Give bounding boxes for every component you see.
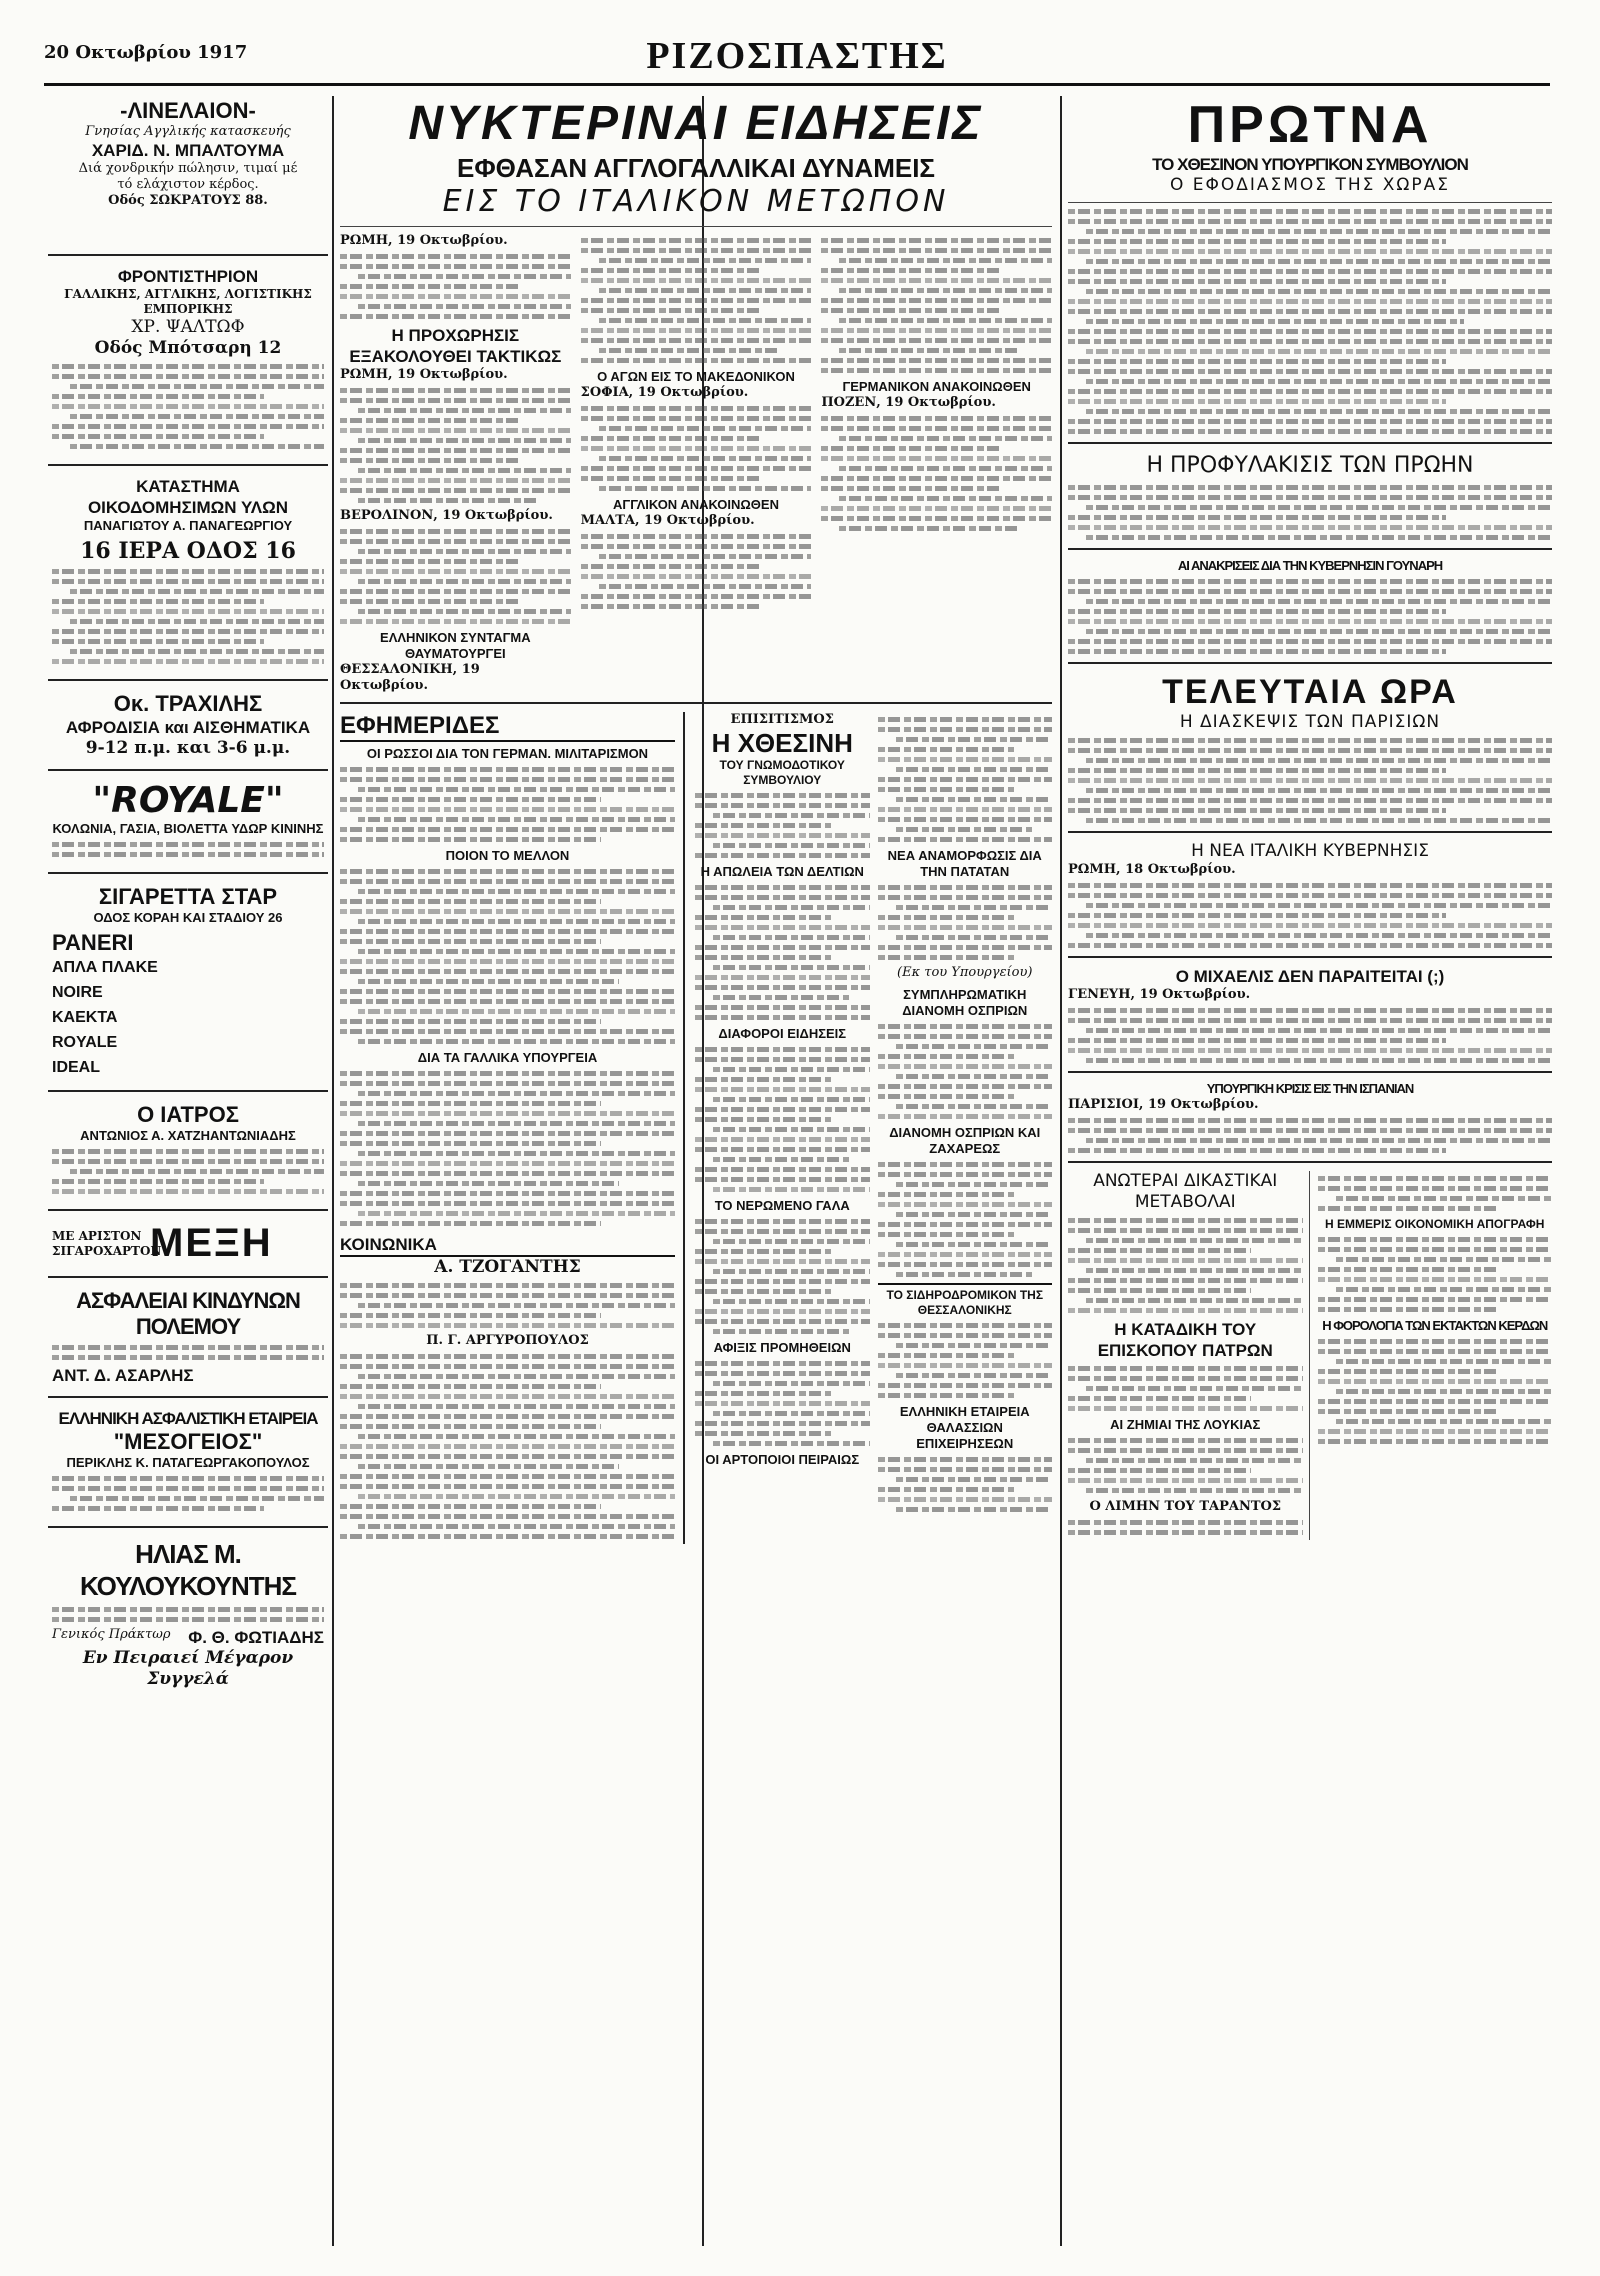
ad-title: ΚΑΤΑΣΤΗΜΑ — [136, 477, 240, 496]
social-name: Π. Γ. ΑΡΓΥΡΟΠΟΥΛΟΣ — [426, 1333, 589, 1348]
section-heading: Ο ΜΙΧΑΕΛΙΣ ΔΕΝ ΠΑΡΑΙΤΕΙΤΑΙ (;) — [1175, 967, 1445, 986]
section-heading: ΣΥΜΠΛΗΡΩΜΑΤΙΚΗ ΔΙΑΝΟΜΗ ΟΣΠΡΙΩΝ — [902, 987, 1028, 1018]
news-col-a — [340, 233, 571, 694]
ad-hours: 9-12 π.μ. και 3-6 μ.μ. — [85, 738, 291, 758]
lower-section — [340, 712, 1052, 1544]
section-heading: ΑΙ ΑΝΑΚΡΙΣΕΙΣ ΔΙΑ ΤΗΝ ΚΥΒΕΡΝΗΣΙΝ ΓΟΥΝΑΡΗ — [1177, 558, 1443, 573]
dateline: ΠΑΡΙΣΙΟΙ, 19 Οκτωβρίου. — [1068, 1097, 1259, 1112]
section-heading: ΑΓΓΛΙΚΟΝ ΑΝΑΚΟΙΝΩΘΕΝ — [613, 497, 779, 512]
dateline: ΣΟΦΙΑ, 19 Οκτωβρίου. — [580, 385, 749, 400]
section-heading: ΑΙ ΖΗΜΙΑΙ ΤΗΣ ΛΟΥΚΙΑΣ — [1110, 1417, 1261, 1432]
section-heading: Η ΚΑΤΑΔΙΚΗ ΤΟΥ ΕΠΙΣΚΟΠΟΥ ΠΑΤΡΩΝ — [1097, 1320, 1273, 1360]
ad-name: "ΜΕΣΟΓΕΙΟΣ" — [113, 1429, 263, 1454]
ad-title: ΕΛΛΗΝΙΚΗ ΑΣΦΑΛΙΣΤΙΚΗ ΕΤΑΙΡΕΙΑ — [58, 1409, 318, 1428]
column-rule — [332, 96, 334, 2246]
right-subtitle-2: Ο ΕΦΟΔΙΑΣΜΟΣ ΤΗΣ ΧΩΡΑΣ — [1169, 175, 1451, 195]
section-heading: ΝΕΑ ΑΝΑΜΟΡΦΩΣΙΣ ΔΙΑ ΤΗΝ ΠΑΤΑΤΑΝ — [887, 848, 1042, 879]
section-heading: ΥΠΟΥΡΓΙΚΗ ΚΡΙΣΙΣ ΕΙΣ ΤΗΝ ΙΣΠΑΝΙΑΝ — [1206, 1081, 1414, 1096]
section-heading: ΟΙ ΑΡΤΟΠΟΙΟΙ ΠΕΙΡΑΙΩΣ — [705, 1452, 860, 1467]
section-heading: ΤΟ ΝΕΡΩΜΕΝΟ ΓΑΛΑ — [714, 1198, 850, 1213]
section-heading: Η ΑΠΩΛΕΙΑ ΤΩΝ ΔΕΛΤΙΩΝ — [700, 864, 864, 879]
ad-title: ΦΡΟΝΤΙΣΤΗΡΙΟΝ — [117, 267, 259, 286]
ad-frontistirion — [48, 264, 328, 456]
night-news-columns — [340, 233, 1052, 694]
ad-title: ΜΕΞΗ — [150, 1221, 273, 1265]
section-heading: ΤΟ ΣΙΔΗΡΟΔΡΟΜΙΚΟΝ ΤΗΣ ΘΕΣΣΑΛΟΝΙΚΗΣ — [878, 1283, 1053, 1318]
ad-title: Ο ΙΑΤΡΟΣ — [137, 1102, 239, 1127]
section-heading: Η ΝΕΑ ΙΤΑΛΙΚΗ ΚΥΒΕΡΝΗΣΙΣ — [1191, 841, 1429, 861]
ad-title: Οκ. ΤΡΑΧΙΛΗΣ — [113, 691, 263, 716]
dateline: ΓΕΝΕΥΗ, 19 Οκτωβρίου. — [1068, 987, 1251, 1002]
right-column — [1068, 96, 1552, 2246]
section-heading: ΠΟΙΟΝ ΤΟ ΜΕΛΛΟΝ — [445, 848, 570, 863]
ad-address: Εν Πειραιεί Μέγαρον Συγγελά — [82, 1648, 294, 1689]
source-note: (Εκ του Υπουργείου) — [897, 965, 1033, 980]
article-title: Η ΧΘΕΣΙΝΗ — [711, 728, 853, 758]
newspaper-title: ΡΙΖΟΣΠΑΣΤΗΣ — [646, 35, 948, 77]
ad-name: ΧΑΡΙΔ. Ν. ΜΠΑΛΤΟΥΜΑ — [91, 141, 285, 160]
section-heading: ΕΛΛΗΝΙΚΗ ΕΤΑΙΡΕΙΑ ΘΑΛΑΣΣΙΩΝ ΕΠΙΧΕΙΡΗΣΕΩΝ — [899, 1404, 1030, 1451]
brand-line: ΑΠΛΑ ΠΛΑΚΕ — [52, 959, 158, 976]
section-heading: ΑΦΙΞΙΣ ΠΡΟΜΗΘΕΙΩΝ — [713, 1340, 851, 1355]
ad-name: ΧΡ. ΨΑΛΤΩΦ — [131, 317, 245, 337]
article-subtitle: ΤΟΥ ΓΝΩΜΟΔΟΤΙΚΟΥ ΣΥΜΒΟΥΛΙΟΥ — [719, 758, 845, 787]
brand-line: ΚΑΕΚΤΑ — [52, 1009, 118, 1026]
article-kicker: ΕΠΙΣΙΤΙΣΜΟΣ — [730, 712, 834, 727]
dateline: ΜΑΛΤΑ, 19 Οκτωβρίου. — [580, 513, 755, 528]
night-news-section — [340, 96, 1052, 2246]
right-main-title: ΠΡΩΤΝΑ — [1187, 96, 1433, 154]
brand-line: PANERI — [52, 930, 134, 955]
night-news-subtitle: ΕΦΘΑΣΑΝ ΑΓΓΛΟΓΑΛΛΙΚΑΙ ΔΥΝΑΜΕΙΣ — [456, 153, 936, 183]
ad-name: ΠΑΝΑΓΙΩΤΟΥ Α. ΠΑΝΑΓΕΩΡΓΙΟΥ — [83, 518, 293, 533]
brand-line: NOIRE — [52, 984, 103, 1001]
center-column — [695, 712, 1052, 1544]
section-heading: Η ΠΡΟΧΩΡΗΣΙΣ ΕΞΑΚΟΛΟΥΘΕΙ ΤΑΚΤΙΚΩΣ — [349, 326, 562, 366]
right-bottom-right — [1318, 1171, 1553, 1540]
ad-subtitle: ΜΕ ΑΡΙΣΤΟΝ ΣΙΓΑΡΟΧΑΡΤΟΝ — [52, 1228, 162, 1258]
ad-star — [48, 882, 328, 1082]
dateline: ΡΩΜΗ, 18 Οκτωβρίου. — [1068, 862, 1236, 877]
ad-lineleon — [48, 96, 328, 246]
ad-subtitle: ΓΑΛΛΙΚΗΣ, ΑΓΓΛΙΚΗΣ, ΛΟΓΙΣΤΙΚΗΣ ΕΜΠΟΡΙΚΗΣ — [64, 287, 312, 316]
ephemerides-title: ΕΦΗΜΕΡΙΔΕΣ — [340, 712, 675, 742]
ephemerides-column — [340, 712, 685, 1544]
ad-name: Φ. Θ. ΦΩΤΙΑΔΗΣ — [188, 1628, 324, 1647]
late-news-title: ΤΕΛΕΥΤΑΙΑ ΩΡΑ — [1162, 673, 1458, 711]
dateline: ΘΕΣΣΑΛΟΝΙΚΗ, 19 Οκτωβρίου. — [340, 662, 480, 693]
ad-mexi — [48, 1219, 328, 1268]
masthead — [44, 30, 1550, 86]
ad-subtitle: ΟΔΟΣ ΚΟΡΑΗ ΚΑΙ ΣΤΑΔΙΟΥ 26 — [93, 910, 283, 925]
section-heading: Ο ΑΓΩΝ ΕΙΣ ΤΟ ΜΑΚΕΔΟΝΙΚΟΝ — [597, 369, 795, 384]
ad-subtitle: ΟΙΚΟΔΟΜΗΣΙΜΩΝ ΥΛΩΝ — [87, 498, 289, 517]
night-news-title: ΝΥΚΤΕΡΙΝΑΙ ΕΙΔΗΣΕΙΣ — [408, 97, 984, 150]
ad-title: -ΛΙΝΕΛΑΙΟΝ- — [120, 98, 256, 123]
ad-name: ΑΝΤΩΝΙΟΣ Α. ΧΑΤΖΗΑΝΤΩΝΙΑΔΗΣ — [80, 1128, 296, 1143]
ad-kouloukountis — [48, 1536, 328, 1692]
ad-title: ΑΣΦΑΛΕΙΑΙ ΚΙΝΔΥΝΩΝ ΠΟΛΕΜΟΥ — [76, 1288, 300, 1339]
section-heading: Η ΠΡΟΦΥΛΑΚΙΣΙΣ ΤΩΝ ΠΡΩΗΝ — [1146, 453, 1474, 478]
ad-asfaleiai — [48, 1286, 328, 1388]
right-bottom — [1068, 1171, 1552, 1540]
section-heading: ΕΛΛΗΝΙΚΟΝ ΣΥΝΤΑΓΜΑ ΘΑΥΜΑΤΟΥΡΓΕΙ — [380, 630, 531, 661]
ad-subtitle: ΑΦΡΟΔΙΣΙΑ και ΑΙΣΘΗΜΑΤΙΚΑ — [65, 718, 311, 737]
right-bottom-left — [1068, 1171, 1310, 1540]
ad-address: Οδός Μπότσαρη 12 — [94, 338, 282, 358]
dateline: ΒΕΡΟΛΙΝΟΝ, 19 Οκτωβρίου. — [340, 508, 553, 523]
ad-title: ΣΙΓΑΡΕΤΤΑ ΣΤΑΡ — [98, 884, 278, 909]
section-heading: ΟΙ ΡΩΣΣΟΙ ΔΙΑ ΤΟΝ ΓΕΡΜΑΝ. ΜΙΛΙΤΑΡΙΣΜΟΝ — [366, 746, 649, 761]
brand-line: ROYALE — [52, 1034, 118, 1051]
dateline: ΠΟΖΕΝ, 19 Οκτωβρίου. — [821, 395, 996, 410]
late-news-subtitle: Η ΔΙΑΣΚΕΨΙΣ ΤΩΝ ΠΑΡΙΣΙΩΝ — [1179, 712, 1441, 732]
ad-title: "ROYALE" — [92, 780, 284, 821]
right-subtitle: ΤΟ ΧΘΕΣΙΝΟΝ ΥΠΟΥΡΓΙΚΟΝ ΣΥΜΒΟΥΛΙΟΝ — [1152, 155, 1468, 174]
social-name: Α. ΤΖΟΓΑΝΤΗΣ — [434, 1257, 581, 1277]
ad-address: Οδός ΣΩΚΡΑΤΟΥΣ 88. — [108, 193, 268, 208]
ads-column — [48, 96, 328, 2246]
center-right-article — [878, 712, 1053, 1517]
section-heading: ΔΙΑ ΤΑ ΓΑΛΛΙΚΑ ΥΠΟΥΡΓΕΙΑ — [417, 1050, 598, 1065]
news-col-c — [821, 233, 1052, 694]
social-title: ΚΟΙΝΩΝΙΚΑ — [340, 1234, 675, 1257]
provisioning-article — [695, 712, 870, 1517]
ad-subtitle: ΚΟΛΩΝΙΑ, ΓΑΣΙΑ, ΒΙΟΛΕΤΤΑ ΥΔΩΡ ΚΙΝΙΝΗΣ — [52, 821, 324, 836]
section-heading: ΓΕΡΜΑΝΙΚΟΝ ΑΝΑΚΟΙΝΩΘΕΝ — [842, 379, 1031, 394]
ad-subtitle: ΠΕΡΙΚΛΗΣ Κ. ΠΑΤΑΓΕΩΡΓΑΚΟΠΟΥΛΟΣ — [66, 1455, 310, 1470]
ad-mesogeios — [48, 1406, 328, 1518]
section-heading: Η ΕΜΜΕΡΙΣ ΟΙΚΟΝΟΜΙΚΗ ΑΠΟΓΡΑΦΗ — [1325, 1217, 1545, 1231]
ad-katastima — [48, 474, 328, 671]
ad-royale — [48, 779, 328, 864]
section-heading: ΑΝΩΤΕΡΑΙ ΔΙΚΑΣΤΙΚΑΙ ΜΕΤΑΒΟΛΑΙ — [1093, 1171, 1278, 1212]
section-heading: Η ΦΟΡΟΛΟΓΙΑ ΤΩΝ ΕΚΤΑΚΤΩΝ ΚΕΡΔΩΝ — [1322, 1318, 1548, 1333]
news-col-b — [581, 233, 812, 694]
ad-subtitle: Γενικός Πράκτωρ — [52, 1627, 171, 1642]
ad-text: Διά χονδρικήν πώλησιν, τιμαί μέ τό ελάχιστον κέρδος. — [78, 161, 298, 192]
ad-subtitle: Γνησίας Αγγλικής κατασκευής — [85, 124, 291, 139]
ad-address: 16 ΙΕΡΑ ΟΔΟΣ 16 — [80, 538, 296, 564]
ad-name: ΑΝΤ. Δ. ΑΣΑΡΛΗΣ — [52, 1366, 194, 1385]
dateline: ΡΩΜΗ, 19 Οκτωβρίου. — [340, 233, 508, 248]
section-heading: ΔΙΑΝΟΜΗ ΟΣΠΡΙΩΝ ΚΑΙ ΖΑΧΑΡΕΩΣ — [889, 1125, 1041, 1156]
column-rule — [1060, 96, 1062, 2246]
brand-line: IDEAL — [52, 1059, 100, 1076]
ad-brand-list — [52, 930, 324, 1080]
night-news-subtitle-2: ΕΙΣ ΤΟ ΙΤΑΛΙΚΟΝ ΜΕΤΩΠΟΝ — [442, 184, 950, 219]
section-heading: Ο ΛΙΜΗΝ ΤΟΥ ΤΑΡΑΝΤΟΣ — [1089, 1499, 1282, 1514]
section-heading: ΔΙΑΦΟΡΟΙ ΕΙΔΗΣΕΙΣ — [718, 1026, 847, 1041]
dateline: ΡΩΜΗ, 19 Οκτωβρίου. — [340, 367, 508, 382]
ad-title: ΗΛΙΑΣ Μ. ΚΟΥΛΟΥΚΟΥΝΤΗΣ — [79, 1539, 296, 1601]
issue-date: 20 Οκτωβρίου 1917 — [44, 42, 248, 63]
ad-trachilis — [48, 689, 328, 761]
ad-iatros — [48, 1100, 328, 1201]
